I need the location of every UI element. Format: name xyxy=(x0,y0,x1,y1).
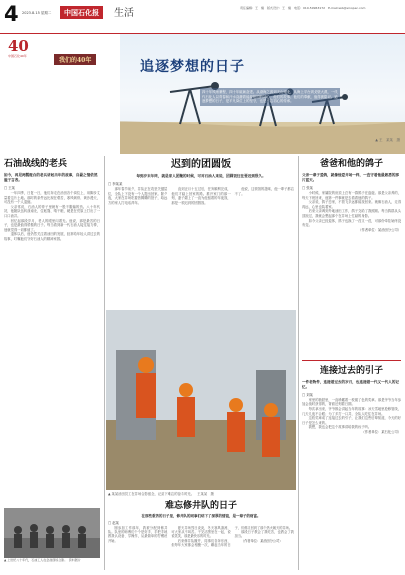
article-author: □ 赵某 xyxy=(108,520,120,525)
hero-logo-panel xyxy=(0,34,120,154)
article-title: 爸爸和他的鸽子 xyxy=(319,159,383,169)
paragraph: 如今父亲已经退休，鸽子也换了一茬又一茬，可那份牵挂始终没有变。 xyxy=(302,218,401,228)
oilfield-workers-photo xyxy=(106,310,296,490)
article-body xyxy=(4,191,100,242)
article-body xyxy=(108,526,294,548)
page-header xyxy=(0,0,405,34)
historical-photo-caption: ▲ 上世纪八十年代，石油工人在会战现场合影。 资料图片 xyxy=(4,558,81,562)
article-author: □ 李某某 xyxy=(108,182,123,186)
paragraph: 我想，我也会把这个故事讲给我的孩子听。 xyxy=(308,425,372,430)
article-workover-team xyxy=(108,500,294,572)
author-affiliation: （作者单位：某油田分公司） xyxy=(358,227,401,232)
paragraph: 父亲常说，石油人的骨子里就有一股不服输的劲。八十年代初，他随队伍转战南北，住帐篷、啃干粮，硬是在荒原上打出了一口口油井。 xyxy=(4,204,100,218)
anniversary-number: 40 xyxy=(8,37,29,55)
hero-intro-text: 四十年风雨兼程，四十年砥砺奋进。从渤海之滨到天山南北，从海上平台到戈壁大漠，一代代石化人以青春和汗水浇灌着能源报国的初心，他们的故事、他们的奉献，值得被铭记。追逐梦想的日子，是平凡岗位上的坚守，也是不忘初心的传承。 xyxy=(200,88,340,106)
anniversary-caption: 中国石化40年 xyxy=(8,54,27,58)
author-affiliation: （作者单位：某油田分公司） xyxy=(241,538,283,543)
paragraph: 这枚奖章成了连接过去的引子，让我们这些后辈知道，今天的好日子是怎么来的。 xyxy=(302,416,401,425)
main-photo xyxy=(106,310,296,490)
editor-info: 责任编辑：王 楠 版式设计：王 楠 电话：010-59963172 E-mail:ssb@sinopec.com xyxy=(240,6,366,10)
column-divider xyxy=(298,156,299,570)
article-link-to-past xyxy=(302,360,401,572)
section-name: 生活 xyxy=(114,8,134,19)
article-title: 连接过去的引子 xyxy=(319,365,383,376)
paragraph: 每次拿出来，爷爷都会讲起当年的故事：冰天雪地里抢修管线，几天几夜不合眼；为了多打一口井，全队人吃住在井场。 xyxy=(302,406,401,416)
article-title: 石油战线的老兵 xyxy=(4,159,68,169)
historical-photo xyxy=(4,508,100,558)
article-body xyxy=(302,191,401,232)
article-deck: 如今，再见两鬓斑白的老兵讲起当年的故事，自豪之情依然溢于言表。 xyxy=(4,173,98,182)
article-title: 难忘修井队的日子 xyxy=(164,501,237,511)
column-divider xyxy=(104,156,105,570)
article-deck: 父亲一辈子爱鸽，就像他爱井场一样，一直守着他最熟悉的那片蓝天。 xyxy=(302,173,400,182)
paragraph: 退休以后，他仍然关注着油田的发展，经常给年轻人讲过去的故事，叮嘱他们守好石油人的精神家园。 xyxy=(4,232,100,241)
article-author: □ 张某 xyxy=(302,186,314,190)
article-title: 迟到的团圆饭 xyxy=(171,159,231,170)
article-old-soldier xyxy=(4,158,100,503)
paragraph: 他说，这顿饭的滋味，他一辈子都忘不了。 xyxy=(234,187,294,196)
page-number: 4 xyxy=(4,2,19,26)
article-deck: 每到岁末年终，就是家人团聚的时候，可对石油人来说，团圆饭往往要迟到很久。 xyxy=(136,174,266,178)
paragraph: 那年春节前夕，井队正在攻坚关键层位，全队上下没有一个人提出回家。除夕夜，大家在井场吃着热腾腾的饺子，给远方的家人打电话拜年。 xyxy=(108,187,168,205)
article-body xyxy=(108,187,294,205)
article-father-pigeons xyxy=(302,158,401,358)
article-body xyxy=(302,398,401,435)
paragraph: 直到正月十五过后，任务顺利完成，他们才踏上回家的路。推开家门的那一刻，妻子端上了一直为他留着的年夜饭，那是一顿迟到的团圆饭。 xyxy=(171,187,231,205)
paragraph: 夏天井场烈日炎炎，冬天寒风凛冽，可大家从不叫苦。干完活围坐在一起，说说笑笑，那是最快乐的时光。 xyxy=(171,525,231,539)
paragraph: 家里的抽屉里，一直珍藏着一枚褪了色的奖章。那是爷爷当年参加会战时获得的，背面还刻着日期。 xyxy=(302,397,401,407)
paragraph: 父亲说，鸽子恋家，不管飞多远都能找回来。就像石油人，走得再远，心里也装着家。 xyxy=(302,200,401,209)
issue-date: 2023.8.15 星期二 xyxy=(22,11,52,15)
article-author: □ 刘某 xyxy=(302,392,314,397)
anniversary-logo xyxy=(8,38,38,58)
paragraph: 那段日子教会了我吃苦，也教会了我担当。 xyxy=(234,530,294,539)
article-author: □ 王某 xyxy=(4,186,16,190)
author-affiliation: （作者单位：某石化公司） xyxy=(361,429,401,434)
paragraph: 刚参加工作那年，我被分配到修井队。队里的师傅们个个是好手，手把手地教我认设备、学操作，从最简单的拧螺丝开始。 xyxy=(108,525,168,543)
article-late-reunion-dinner xyxy=(108,158,294,308)
newspaper-masthead: 中国石化报 xyxy=(60,6,103,19)
paragraph: 小时候，家属院的房顶上总有一群鸽子在盘旋。那是父亲养的，每天下班回来，他第一件事就是去看看他的鸽子。 xyxy=(302,191,401,200)
article-deck: 在那些艰苦的日子里，修井队的同事们结下了深厚的情谊，是一辈子的财富。 xyxy=(141,514,261,518)
paragraph: 后来父亲调到外地油田工作，鸽子交给了我照顾。每当鸽群从头顶掠过，我就会想起那个在井场上忙碌的身影。 xyxy=(302,209,401,218)
paragraph: 后来修井队撤并，同事们各奔东西，但每年大家都会相聚一次，聊起当年的日子，仿佛又回到了那个热火朝天的井场。 xyxy=(171,525,293,548)
hero-banner xyxy=(0,34,405,154)
main-photo-caption: ▲ 某某油田员工在井场合影留念，记录下难忘的奋斗时光。 王某某 摄 xyxy=(108,492,214,496)
paragraph: 一年四季，日复一日，他们奔走在油田各个岗位上，用脚步丈量着这片土地。那时的条件远比现在艰苦，寒风刺骨、黄沙漫天，可没有一个人退缩。 xyxy=(4,191,100,205)
hero-title: 追逐梦想的日子 xyxy=(140,59,245,75)
hero-photo-credit: ▲ 王 某某 摄 xyxy=(375,138,400,142)
article-deck: 一件老物件，连接着过去的岁月，也连接着一代又一代人的记忆。 xyxy=(302,379,400,389)
historical-group-photo xyxy=(4,508,100,558)
column-ribbon: 我们的40年 xyxy=(54,54,96,65)
section-divider xyxy=(302,360,401,361)
paragraph: 回忆起那段岁月，老人的眼里闪着光。他说，那是最苦的日子，也是最值得骄傲的日子。每当看到新一代石油人接过接力棒，他就觉得一切都值了。 xyxy=(4,218,100,232)
